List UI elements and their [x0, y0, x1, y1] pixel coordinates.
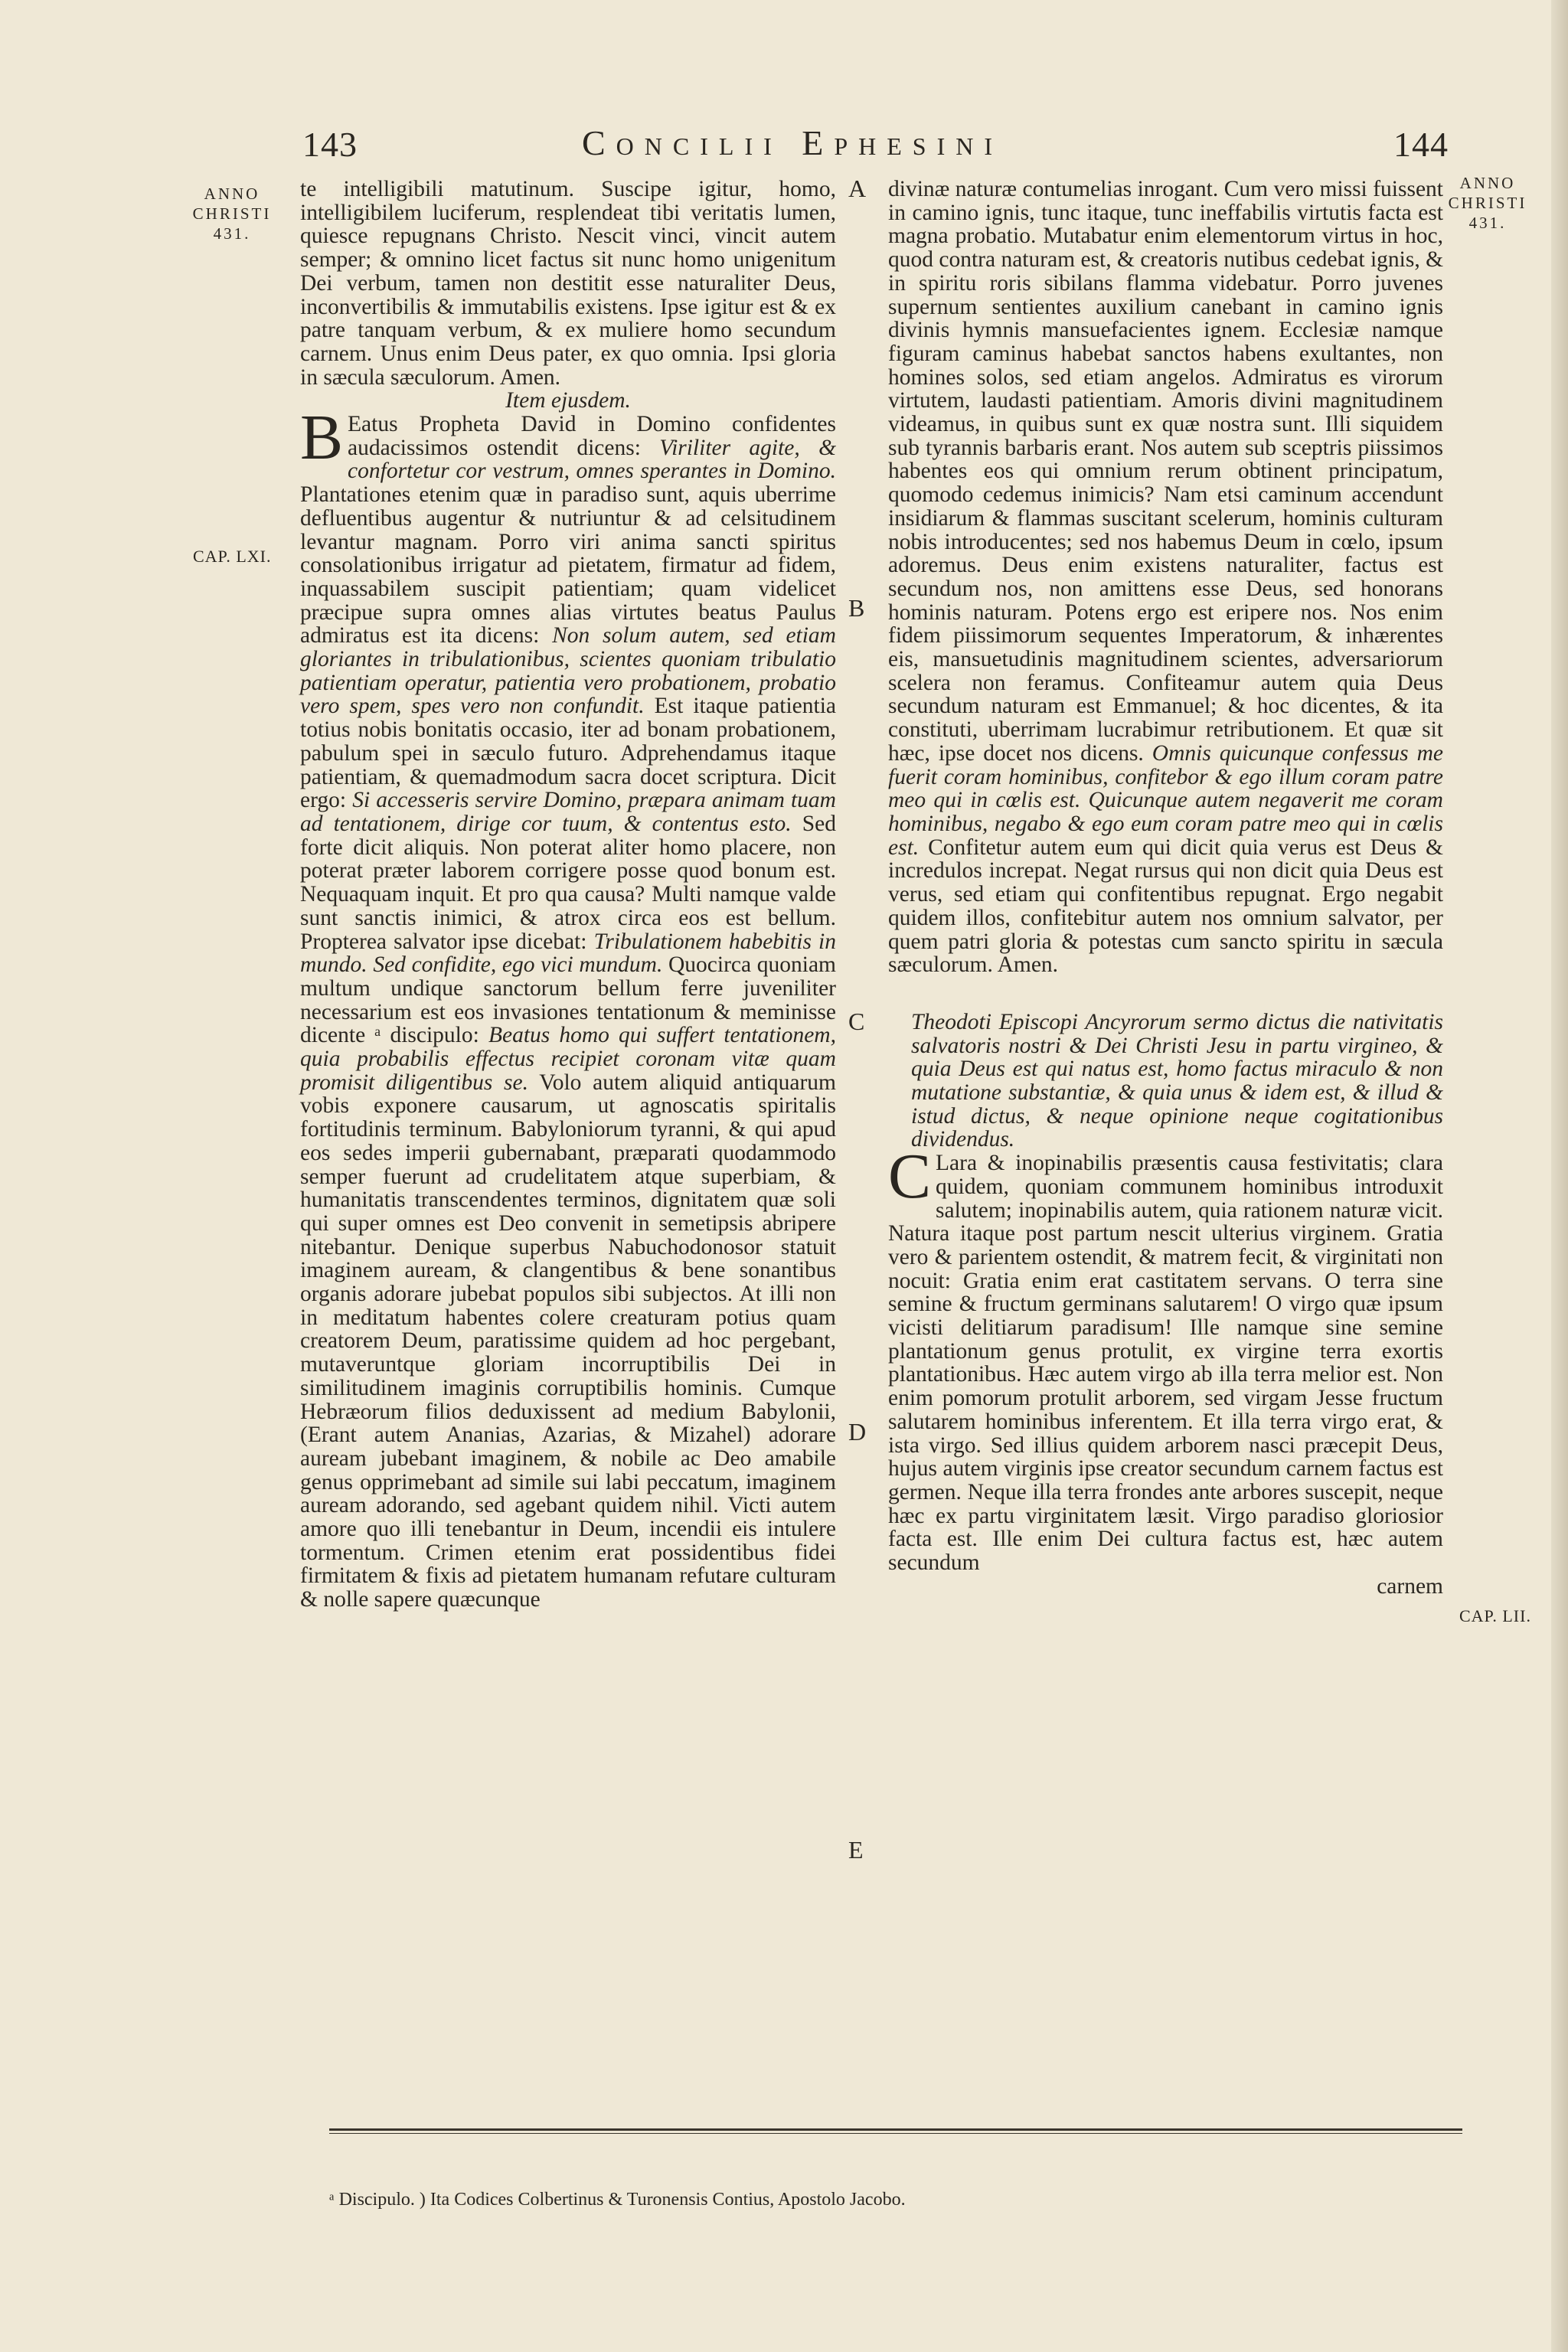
left-subtitle: Item ejusdem. [505, 388, 631, 413]
chapter-marker-right: CAP. LII. [1459, 1606, 1531, 1625]
margin-year-left: ANNO CHRISTI 431. [192, 185, 272, 243]
section-letter-d: D [848, 1418, 867, 1446]
right-paragraph-1: divinæ naturæ contumelias inrogant. Cum vero missi fuissent in camino ignis, tunc itaque, tunc ineffabilis virtutis facta est magna probatio. Mutabatur enim elementorum virtus in hoc, quod contra naturam est, & creatoris nutibus cedebat ignis, & in spiritu roris sibilans flamma videbatur. Porro juvenes supernum sentientes auxilium canebant in camino ignis divinis hymnis mansuefacientes ignem. Ecclesiæ namque figuram caminus habebat sanctos habens exultantes, non homines solos, sed etiam angelos. Admiratus es virorum virtutem, laudasti patientiam. Amoris divini magnitudinem videamus, in quibus sunt ex quæ nostra sunt. Illi siquidem sub tyrannis barbaris erant. Nos autem sub sceptris piissimos habentes eos qui omnium rerum obtinent principatum, quomodo cedemus inimicis? Nam etsi caminum accendunt insidiarum & flammas suscitant scelerum, hominis culturam nobis introducentes; sed nos habemus Deum in cœlo, ipsum adoremus. Deus enim existens naturaliter, factus est secundum nos, non amittens esse Deus, sed honorans hominis naturam. Potens ergo est eripere nos. Nos enim fidem piissimorum sequentes Imperatorum, & inhærentes eis, mansuetudinis magnitudinem scientes, adversariorum scelera non feramus. Confiteamur autem quia Deus secundum naturam est Emmanuel; & hoc dicentes, & ita constituti, uberrimam lucrabimur retributionem. Et quæ sit hæc, ipse docet nos dicens. Omnis quicunque confessus me fuerit coram hominibus, confitebor & ego illum coram patre meo qui in cœlis est. Quicunque autem negaverit me coram hominibus, negabo & ego eum coram patre meo qui in cœlis est. Confitetur autem eum qui dicit quia verus est Deus & incredulos increpat. Negat rursus qui non dicit quia Deus est verus, sed etiam qui confitentibus repugnat. Ergo negabit quidem illos, confitebitur autem nos omnium salvator, per quem patri gloria & potestas cum sancto spiritu in sæcula sæculorum. Amen. [888, 177, 1444, 978]
left-paragraph-1: te intelligibili matutinum. Suscipe igitur, homo, intelligibilem luciferum, resplendeat tibi veritatis lumen, quiesce repugnans Christo. Nescit vinci, vincit autem semper; & omnino licet factus sit nunc homo unigenitum Dei verbum, tamen non destitit esse naturaliter Deus, inconvertibilis & immutabilis existens. Ipse igitur est & ex patre tanquam verbum, & ex muliere homo secundum carnem. Unus enim Deus pater, ex quo omnia. Ipsi gloria in sæcula sæculorum. Amen. [300, 177, 836, 390]
footnote-rule [329, 2128, 1462, 2131]
running-title: Concilii Ephesini [582, 123, 1004, 162]
left-column [300, 178, 836, 1612]
right-column [888, 178, 1443, 1598]
page-number-left: 143 [302, 125, 358, 164]
left-paragraph-2: B Eatus Propheta David in Domino confidentes audacissimos ostendit dicens: Viriliter agite, & confortetur cor vestrum, omnes sperantes in Domino. Plantationes etenim quæ in paradiso sunt, aquis uberrime defluentibus augentur & nutriuntur & ad celsitudinem levantur magnam. Porro viri anima sancti spiritus consolationibus irrigatur ad pietatem, firmatur ad fidem, inquassabilem suscipit patientiam; quam videlicet præcipue supra omnes alias virtutes beatus Paulus admiratus est ita dicens: Non solum autem, sed etiam gloriantes in tribulationibus, scientes quoniam tribulatio patientiam operatur, patientia vero probationem, probatio vero spem, spes vero non confundit. Est itaque patientia totius nobis bonitatis occasio, iter ad bonam probationem, pabulum spei in sæculo futuro. Adprehendamus itaque patientiam, & quemadmodum sacra docet scriptura. Dicit ergo: Si accesseris servire Domino, præpara animam tuam ad tentationem, dirige cor tuum, & contentus esto. Sed forte dicit aliquis. Non poterat aliter homo placere, non poterat præter laborem corrigere posse quod bonum est. Nequaquam inquit. Et pro qua causa? Multi namque valde sunt sanctis inimici, & atrox circa eos est bellum. Propterea salvator ipse dicebat: Tribulationem habebitis in mundo. Sed confidite, ego vici mundum. Quocirca quoniam multum undique sanctorum bellum ferre juveniliter necessarium est eos invasiones tentationum & meminisse dicente ᵃ discipulo: Beatus homo qui suffert tentationem, quia probabilis effectus recipiet coronam vitæ quam promisit diligentibus se. Volo autem aliquid antiquarum vobis exponere causarum, ut agnoscatis spiritalis fortitudinis terminum. Babyloniorum tyranni, & qui apud eos sedes imperii gubernabant, præparati quodammodo semper fuerunt ad crudelitatem atque superbiam, & humanitatis transcendentes terminos, dignitatem quæ soli qui super omnes est Deo convenit in semetipsis abripere nitebantur. Denique superbus Nabuchodonosor statuit imaginem auream, & clangentibus & bene sonantibus organis adorare jubebat populos sibi subjectos. At illi non in meditatum habentes colere creaturam potius quam creatorem Deum, paratissime quidem ad hoc pergebant, mutaveruntque gloriam incorruptibilis Dei in similitudinem imaginis corruptibilis hominis. Cumque Hebræorum filios deduxissent ad medium Babylonii, (Erant autem Ananias, Azarias, & Mizahel) adorare auream jubebant imaginem, & nobile ac Deo amabile genus opprimebant ad simile sui labi peccatum, imaginem auream adorando, sed agebant quidem nihil. Victi autem amore quo illi tenebantur in Deum, incendii eis intulere tormentum. Crimen etenim erat possidentibus fidei firmitatem & fixis ad pietatem humanam refutare culturam & nolle sapere quæcunque [300, 402, 837, 1612]
section-gap [888, 977, 1443, 1011]
sermon-title: Theodoti Episcopi Ancyrorum sermo dictus die nativitatis salvatoris nostri & Dei Christi Jesu in partu virgineo, & quia Deus est qui natus est, homo factus miraculo & non mutatione substantiæ, & quia unus & idem est, & illud & istud dictus, & neque opinione neque cogitationibus dividendus. [911, 1009, 1443, 1152]
chapter-marker-left: CAP. LXI. [193, 547, 272, 566]
footnote: ᵃ Discipulo. ) Ita Codices Colbertinus & Turonensis Contius, Apostolo Jacobo. [329, 2190, 906, 2210]
margin-year-right: ANNO CHRISTI 431. [1448, 174, 1527, 232]
section-letter-c: C [848, 1008, 865, 1035]
footnote-rule-thin [329, 2133, 1462, 2134]
right-paragraph-2: C Lara & inopinabilis præsentis causa festivitatis; clara quidem, quoniam communem hominibus introduxit salutem; inopinabilis autem, quia rationem naturæ vicit. Natura itaque post partum nescit ulterius virginem. Gratia vero & parientem ostendit, & matrem fecit, & virginitati non nocuit: Gratia enim erat castitatem servans. O terra sine semine & fructum germinans salutarem! O virgo quæ ipsum vicisti delitiarum paradisum! Ille namque sine semine plantationum genus protulit, ex virgine terra exortis plantationibus. Hæc autem virgo ab illa terra melior est. Non enim pomorum protulit arborem, sed virgam Jesse fructum salutarem hominibus inferentem. Et illa terra virgo erat, & ista virgo. Sed illius quidem arborem nasci præcepit Deus, hujus autem virginis ipse creator secundum carnem factus est germen. Neque illa terra frondes ante arbores suscepit, neque hæc ex partu virginitatem læsit. Virgo paradiso gloriosior facta est. Ille enim Dei cultura factus est, hæc autem secundum [888, 1141, 1443, 1576]
drop-cap-right: C [888, 1141, 932, 1213]
section-letter-b: B [848, 594, 865, 622]
section-letter-a: A [848, 175, 867, 202]
section-letter-e: E [848, 1836, 864, 1864]
page-number-right: 144 [1393, 125, 1449, 164]
page-edge [1551, 0, 1568, 2352]
drop-cap-left: B [300, 402, 344, 474]
catchword: carnem [1377, 1573, 1443, 1599]
